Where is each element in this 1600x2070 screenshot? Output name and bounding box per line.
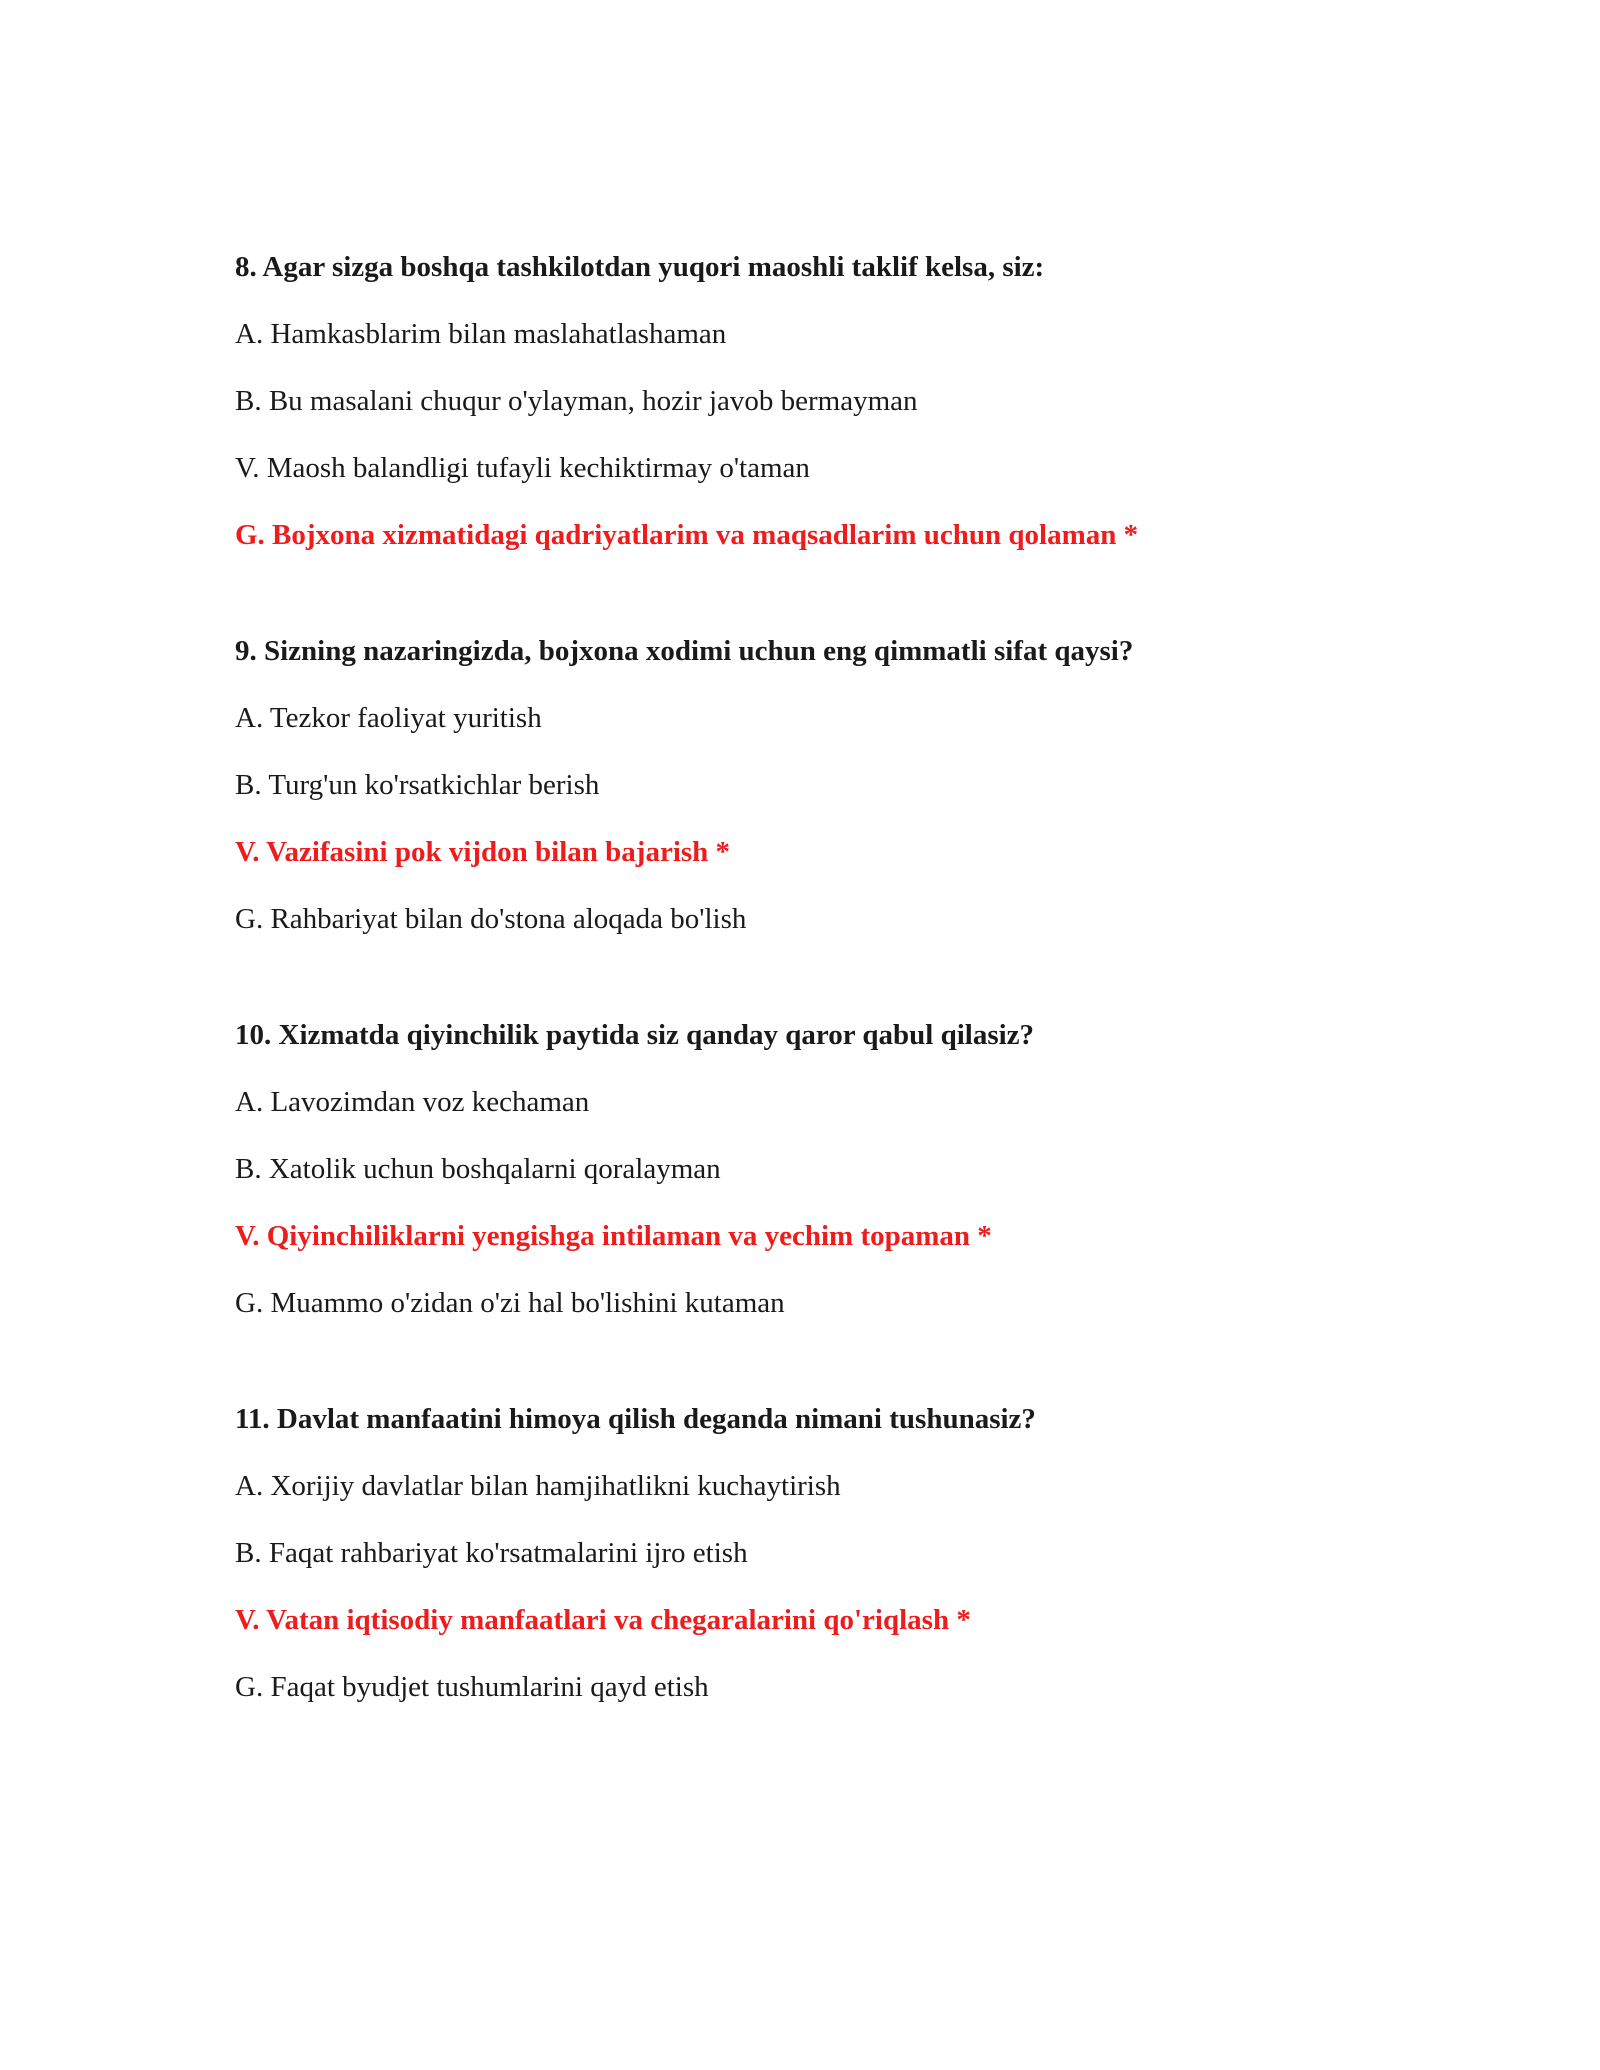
answer-option: G. Rahbariyat bilan do'stona aloqada bo'lish <box>235 903 747 935</box>
question-title: 10. Xizmatda qiyinchilik paytida siz qanday qaror qabul qilasiz? <box>235 1019 1035 1051</box>
answer-option: V. Maosh balandligi tufayli kechiktirmay o'taman <box>235 452 810 484</box>
answer-option: A. Tezkor faoliyat yuritish <box>235 702 542 734</box>
question-10 <box>235 1018 1435 1320</box>
question-title: 8. Agar sizga boshqa tashkilotdan yuqori maoshli taklif kelsa, siz: <box>235 251 1045 283</box>
question-9 <box>235 634 1435 936</box>
answer-option: A. Hamkasblarim bilan maslahatlashaman <box>235 318 727 350</box>
answer-option: G. Muammo o'zidan o'zi hal bo'lishini kutaman <box>235 1287 785 1319</box>
correct-answer-option: G. Bojxona xizmatidagi qadriyatlarim va maqsadlarim uchun qolaman * <box>235 519 1139 551</box>
document-page <box>235 250 1435 1786</box>
answer-option: B. Xatolik uchun boshqalarni qoralayman <box>235 1153 721 1185</box>
answer-option: A. Lavozimdan voz kechaman <box>235 1086 590 1118</box>
answer-option: B. Turg'un ko'rsatkichlar berish <box>235 769 600 801</box>
question-11 <box>235 1402 1435 1704</box>
answer-option: B. Faqat rahbariyat ko'rsatmalarini ijro etish <box>235 1537 748 1569</box>
question-title: 9. Sizning nazaringizda, bojxona xodimi uchun eng qimmatli sifat qaysi? <box>235 635 1134 667</box>
correct-answer-option: V. Vatan iqtisodiy manfaatlari va chegaralarini qo'riqlash * <box>235 1604 971 1636</box>
answer-option: A. Xorijiy davlatlar bilan hamjihatlikni kuchaytirish <box>235 1470 841 1502</box>
answer-option: B. Bu masalani chuqur o'ylayman, hozir javob bermayman <box>235 385 918 417</box>
question-title: 11. Davlat manfaatini himoya qilish deganda nimani tushunasiz? <box>235 1403 1036 1435</box>
question-8 <box>235 250 1435 552</box>
answer-option: G. Faqat byudjet tushumlarini qayd etish <box>235 1671 709 1703</box>
correct-answer-option: V. Qiyinchiliklarni yengishga intilaman va yechim topaman * <box>235 1220 992 1252</box>
correct-answer-option: V. Vazifasini pok vijdon bilan bajarish * <box>235 836 731 868</box>
